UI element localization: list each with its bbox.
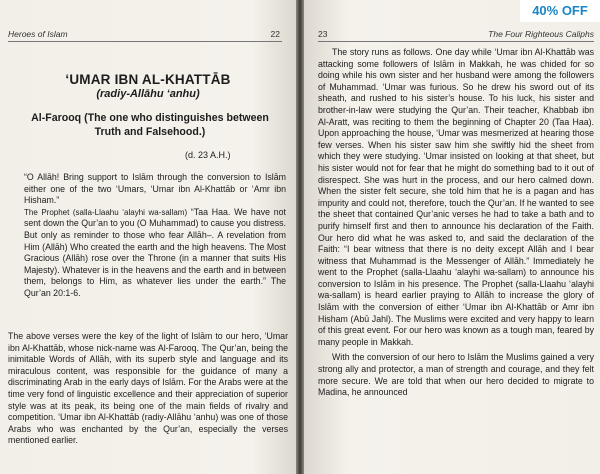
- quote-citation: The Prophet (salla-Llaahu ‘alayhi wa-sallam): [24, 207, 188, 217]
- chapter-title: ‘UMAR IBN AL-KHATTĀB: [65, 72, 231, 87]
- left-paragraph: The above verses were the key of the light of Islām to our hero, ‘Umar ibn Al-Khattāb, whose nick-name was Al-Farooq. The Qur’an, being the inimitable Words of Allāh, with its superb style and language and its miraculous content, was responsible for the guidance of many a discriminating Arab in the early days of Islām. For the Arabs were at the time very fond of linguistic excellence and their appreciation of superior style was at its peak, its being one of the main fields of rivalry and competition. ‘Umar ibn Al-Khattāb (radiy-Allāhu ‘anhu) was one of those Arabs who was enchanted by the Qur’an, especially the verses mentioned earlier.: [8, 331, 288, 446]
- chapter-subtitle: (radiy-Allāhu ‘anhu): [96, 88, 200, 100]
- right-page: [304, 0, 600, 474]
- right-paragraph-1: The story runs as follows. One day while ‘Umar ibn Al-Khattāb was attacking some followers of Islām in Makkah, he was chided for so doing while his own sister and her husband were among the followers of Muhammad. ‘Umar was furious. So he drew his sword out of its sheath, and rushed to his sister’s house. To his luck, his sister and brother-in-law were studying the Qur’an. Their teacher, Khabbab ibn Al-Aratt, was reciting to them the beginning of Chapter 20 (Taa Haa). Upon approaching the house, ‘Umar was mesmerized at hearing those few verses. When his sister saw him she swiftly hid the sheet from which they were studying. ‘Umar insisted on looking at that sheet, but his sister would not for fear that he might do something bad to it out of disrespect. She was hurt in the process, and our hero calmed down. When the sister felt secure, she told him that he is a pagan and has impurity and could not, therefore, touch the Qur’an. If he wanted to see the sheet that contained Qur’anic verses he had to take a bath and to purify himself first and then to announce his declaration of the Faith. Our hero did what he was asked to, and said the declaration of the Faith: “I bear witness that there is no deity except Allāh and I bear witness that Muhammad is the Messenger of Allāh.” Immediately he went to the Prophet (salla-Llaahu ‘alayhi wa-sallam) to announce his conversion to Islām in his presence. The Prophet (salla-Llaahu ‘alayhi wa-sallam) is heard earlier praying to Allāh to increase the glory of Islām with the conversion of either ‘Umar ibn Al-Khattāb or Amr ibn Hisham (Abū Jahl). The Muslims were excited and very happy to learn of this great event. For our hero was known as a tough man, feared by many people in Makkah.: [318, 47, 594, 347]
- left-running-head: Heroes of Islam: [8, 29, 68, 39]
- left-body-text: [8, 331, 288, 447]
- death-date: (d. 23 A.H.): [185, 150, 231, 160]
- right-header-rule: [318, 41, 594, 42]
- epithet-heading: Al-Farooq (The one who distinguishes between Truth and Falsehood.): [31, 112, 269, 138]
- left-page-number: 22: [270, 29, 280, 39]
- right-page-number: 23: [318, 29, 328, 39]
- right-paragraph-2: With the conversion of our hero to Islām the Muslims gained a very strong ally and protector, a man of strength and courage, and they felt more secure. We are told that when our hero decided to migrate to Madina, he announced: [318, 352, 594, 398]
- right-running-head: The Four Righteous Caliphs: [488, 29, 594, 39]
- right-body-text: [318, 47, 594, 399]
- discount-badge[interactable]: 40% OFF: [520, 0, 600, 22]
- left-page: [0, 0, 296, 474]
- prophet-prayer-quote: “O Allāh! Bring support to Islām through the conversion to Islām either one of the two ‘Umars, ‘Umar ibn Al-Khattāb or ‘Amr ibn Hisham.”: [24, 172, 286, 206]
- opening-quotations: [24, 172, 286, 300]
- left-header-rule: [8, 41, 282, 42]
- quran-verses-quote: “Taa Haa. We have not sent down the Qur’an to you (O Muhammad) to cause you distress. But only as reminder to those who fear Allāh–. A revelation from Him (Allāh) Who created the earth and the high heavens. The Most Gracious (Allāh) rose over the Throne (in a manner that suits His Majesty). Whatever is in the heavens and the earth and in between them, belongs to Him, as whatever lies under the earth.” The Qur’an 20:1-6.: [24, 206, 286, 298]
- book-gutter: [296, 0, 304, 474]
